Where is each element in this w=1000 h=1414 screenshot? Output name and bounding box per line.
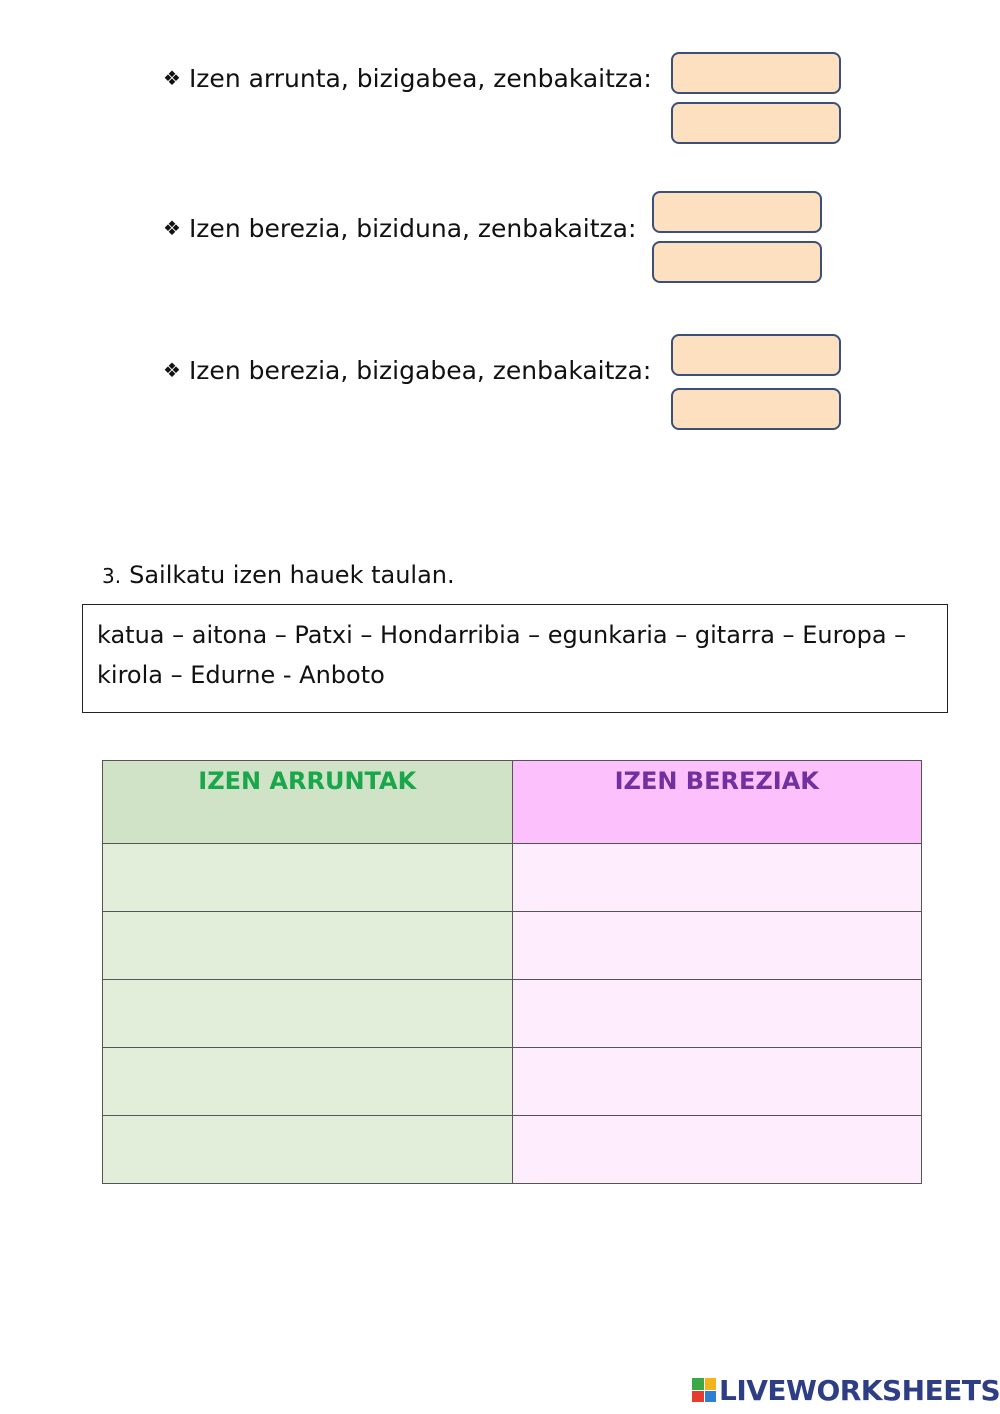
bullet-label: Izen arrunta, bizigabea, zenbakaitza: (188, 64, 652, 93)
bullet-item-1 (163, 64, 652, 95)
diamond-bullet-icon: ❖ (163, 66, 181, 90)
table-row (103, 1048, 922, 1116)
word-bank-line-2: kirola – Edurne - Anboto (97, 661, 385, 689)
table-row (103, 1116, 922, 1184)
bullet-item-3 (163, 356, 651, 387)
proper-noun-cell[interactable] (512, 844, 922, 912)
classification-table (102, 760, 922, 1184)
question-3 (102, 560, 455, 591)
bullet-item-2 (163, 214, 636, 245)
word-bank (82, 604, 948, 713)
common-noun-cell[interactable] (103, 1048, 513, 1116)
answer-box[interactable] (652, 241, 822, 283)
common-noun-cell[interactable] (103, 980, 513, 1048)
common-noun-cell[interactable] (103, 912, 513, 980)
answer-box[interactable] (652, 191, 822, 233)
answer-box[interactable] (671, 102, 841, 144)
word-bank-line-1: katua – aitona – Patxi – Hondarribia – egunkaria – gitarra – Europa – (97, 621, 907, 649)
table-row (103, 912, 922, 980)
answer-box[interactable] (671, 334, 841, 376)
liveworksheets-logo (692, 1372, 1000, 1408)
diamond-bullet-icon: ❖ (163, 358, 181, 382)
answer-box[interactable] (671, 52, 841, 94)
bullet-label: Izen berezia, bizigabea, zenbakaitza: (188, 356, 652, 385)
proper-noun-cell[interactable] (512, 980, 922, 1048)
common-noun-cell[interactable] (103, 844, 513, 912)
header-common-nouns: IZEN ARRUNTAK (103, 761, 513, 844)
table-row (103, 980, 922, 1048)
table-header-row (103, 761, 922, 844)
question-text: Sailkatu izen hauek taulan. (129, 561, 455, 589)
question-number: 3. (102, 564, 122, 588)
logo-text: LIVEWORKSHEETS (719, 1373, 1000, 1407)
header-proper-nouns: IZEN BEREZIAK (512, 761, 922, 844)
proper-noun-cell[interactable] (512, 912, 922, 980)
table-row (103, 844, 922, 912)
liveworksheets-logo-icon (692, 1378, 716, 1402)
bullet-label: Izen berezia, biziduna, zenbakaitza: (188, 214, 637, 243)
answer-box[interactable] (671, 388, 841, 430)
proper-noun-cell[interactable] (512, 1048, 922, 1116)
common-noun-cell[interactable] (103, 1116, 513, 1184)
proper-noun-cell[interactable] (512, 1116, 922, 1184)
diamond-bullet-icon: ❖ (163, 216, 181, 240)
